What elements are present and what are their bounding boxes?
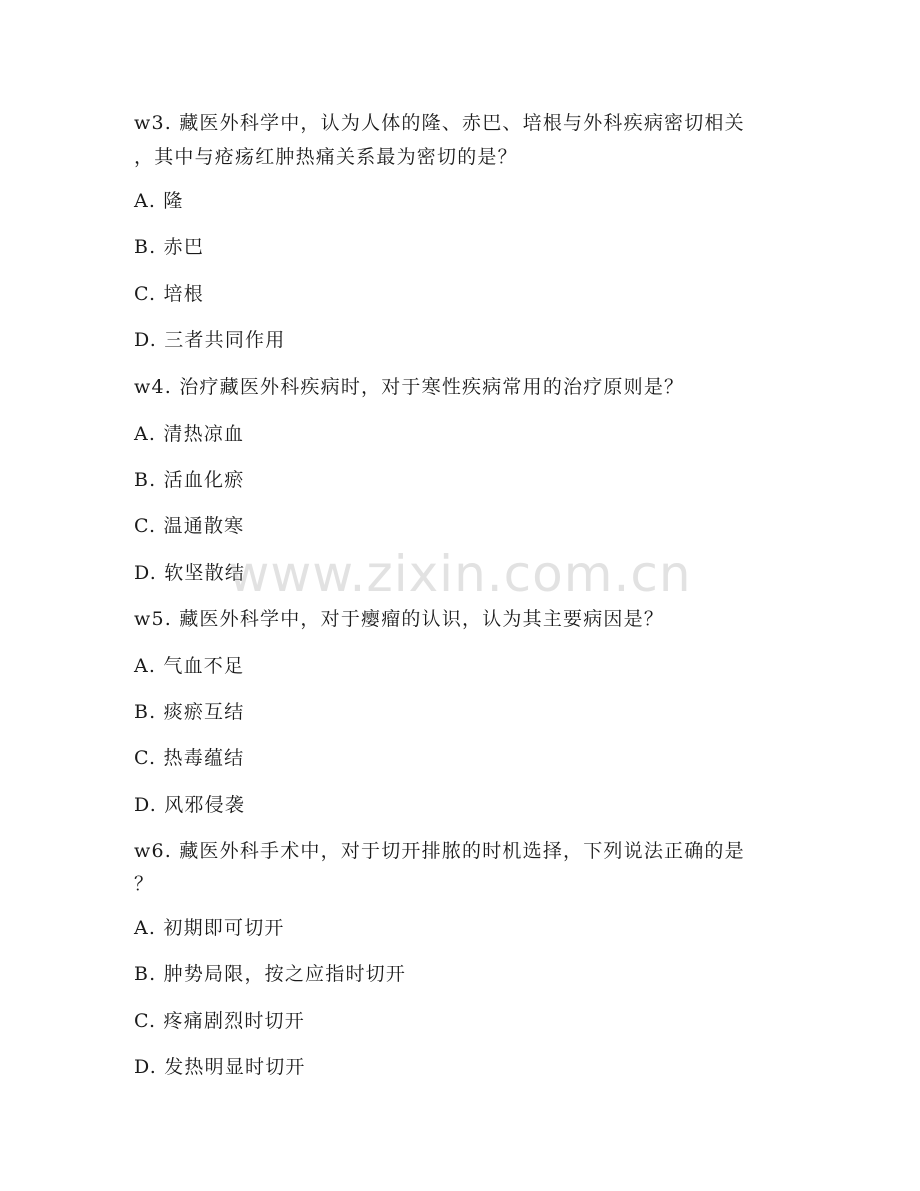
- question-w3-option-d: D. 三者共同作用: [134, 329, 286, 351]
- question-w6-option-c: C. 疼痛剧烈时切开: [134, 1010, 305, 1032]
- question-w5-option-b: B. 痰瘀互结: [134, 701, 245, 723]
- question-w3-option-b: B. 赤巴: [134, 236, 205, 258]
- question-w5-option-d: D. 风邪侵袭: [134, 794, 246, 816]
- question-w4-option-c: C. 温通散寒: [134, 515, 245, 537]
- question-w4-option-d: D. 软坚散结: [134, 562, 246, 584]
- question-w6-option-d: D. 发热明显时切开: [134, 1056, 306, 1078]
- question-w6-text-line2: ？: [134, 873, 155, 895]
- question-w4-option-a: A. 清热凉血: [134, 423, 245, 445]
- question-w4-text: w4. 治疗藏医外科疾病时，对于寒性疾病常用的治疗原则是？: [134, 376, 685, 398]
- question-w3-text-line1: w3. 藏医外科学中，认为人体的隆、赤巴、培根与外科疾病密切相关: [134, 112, 745, 134]
- question-w6-option-b: B. 肿势局限，按之应指时切开: [134, 963, 407, 985]
- question-w6-text-line1: w6. 藏医外科手术中，对于切开排脓的时机选择，下列说法正确的是: [134, 840, 745, 862]
- watermark: www.zixin.com.cn: [228, 545, 692, 603]
- question-w3-text-line2: ，其中与疮疡红肿热痛关系最为密切的是？: [134, 146, 518, 168]
- question-w3-option-c: C. 培根: [134, 283, 204, 305]
- question-w5-option-a: A. 气血不足: [134, 655, 245, 677]
- question-w4-option-b: B. 活血化瘀: [134, 469, 245, 491]
- question-w6-option-a: A. 初期即可切开: [134, 917, 285, 939]
- question-w5-text: w5. 藏医外科学中，对于瘿瘤的认识，认为其主要病因是？: [134, 608, 665, 630]
- question-w3-option-a: A. 隆: [134, 190, 184, 212]
- question-w5-option-c: C. 热毒蕴结: [134, 747, 245, 769]
